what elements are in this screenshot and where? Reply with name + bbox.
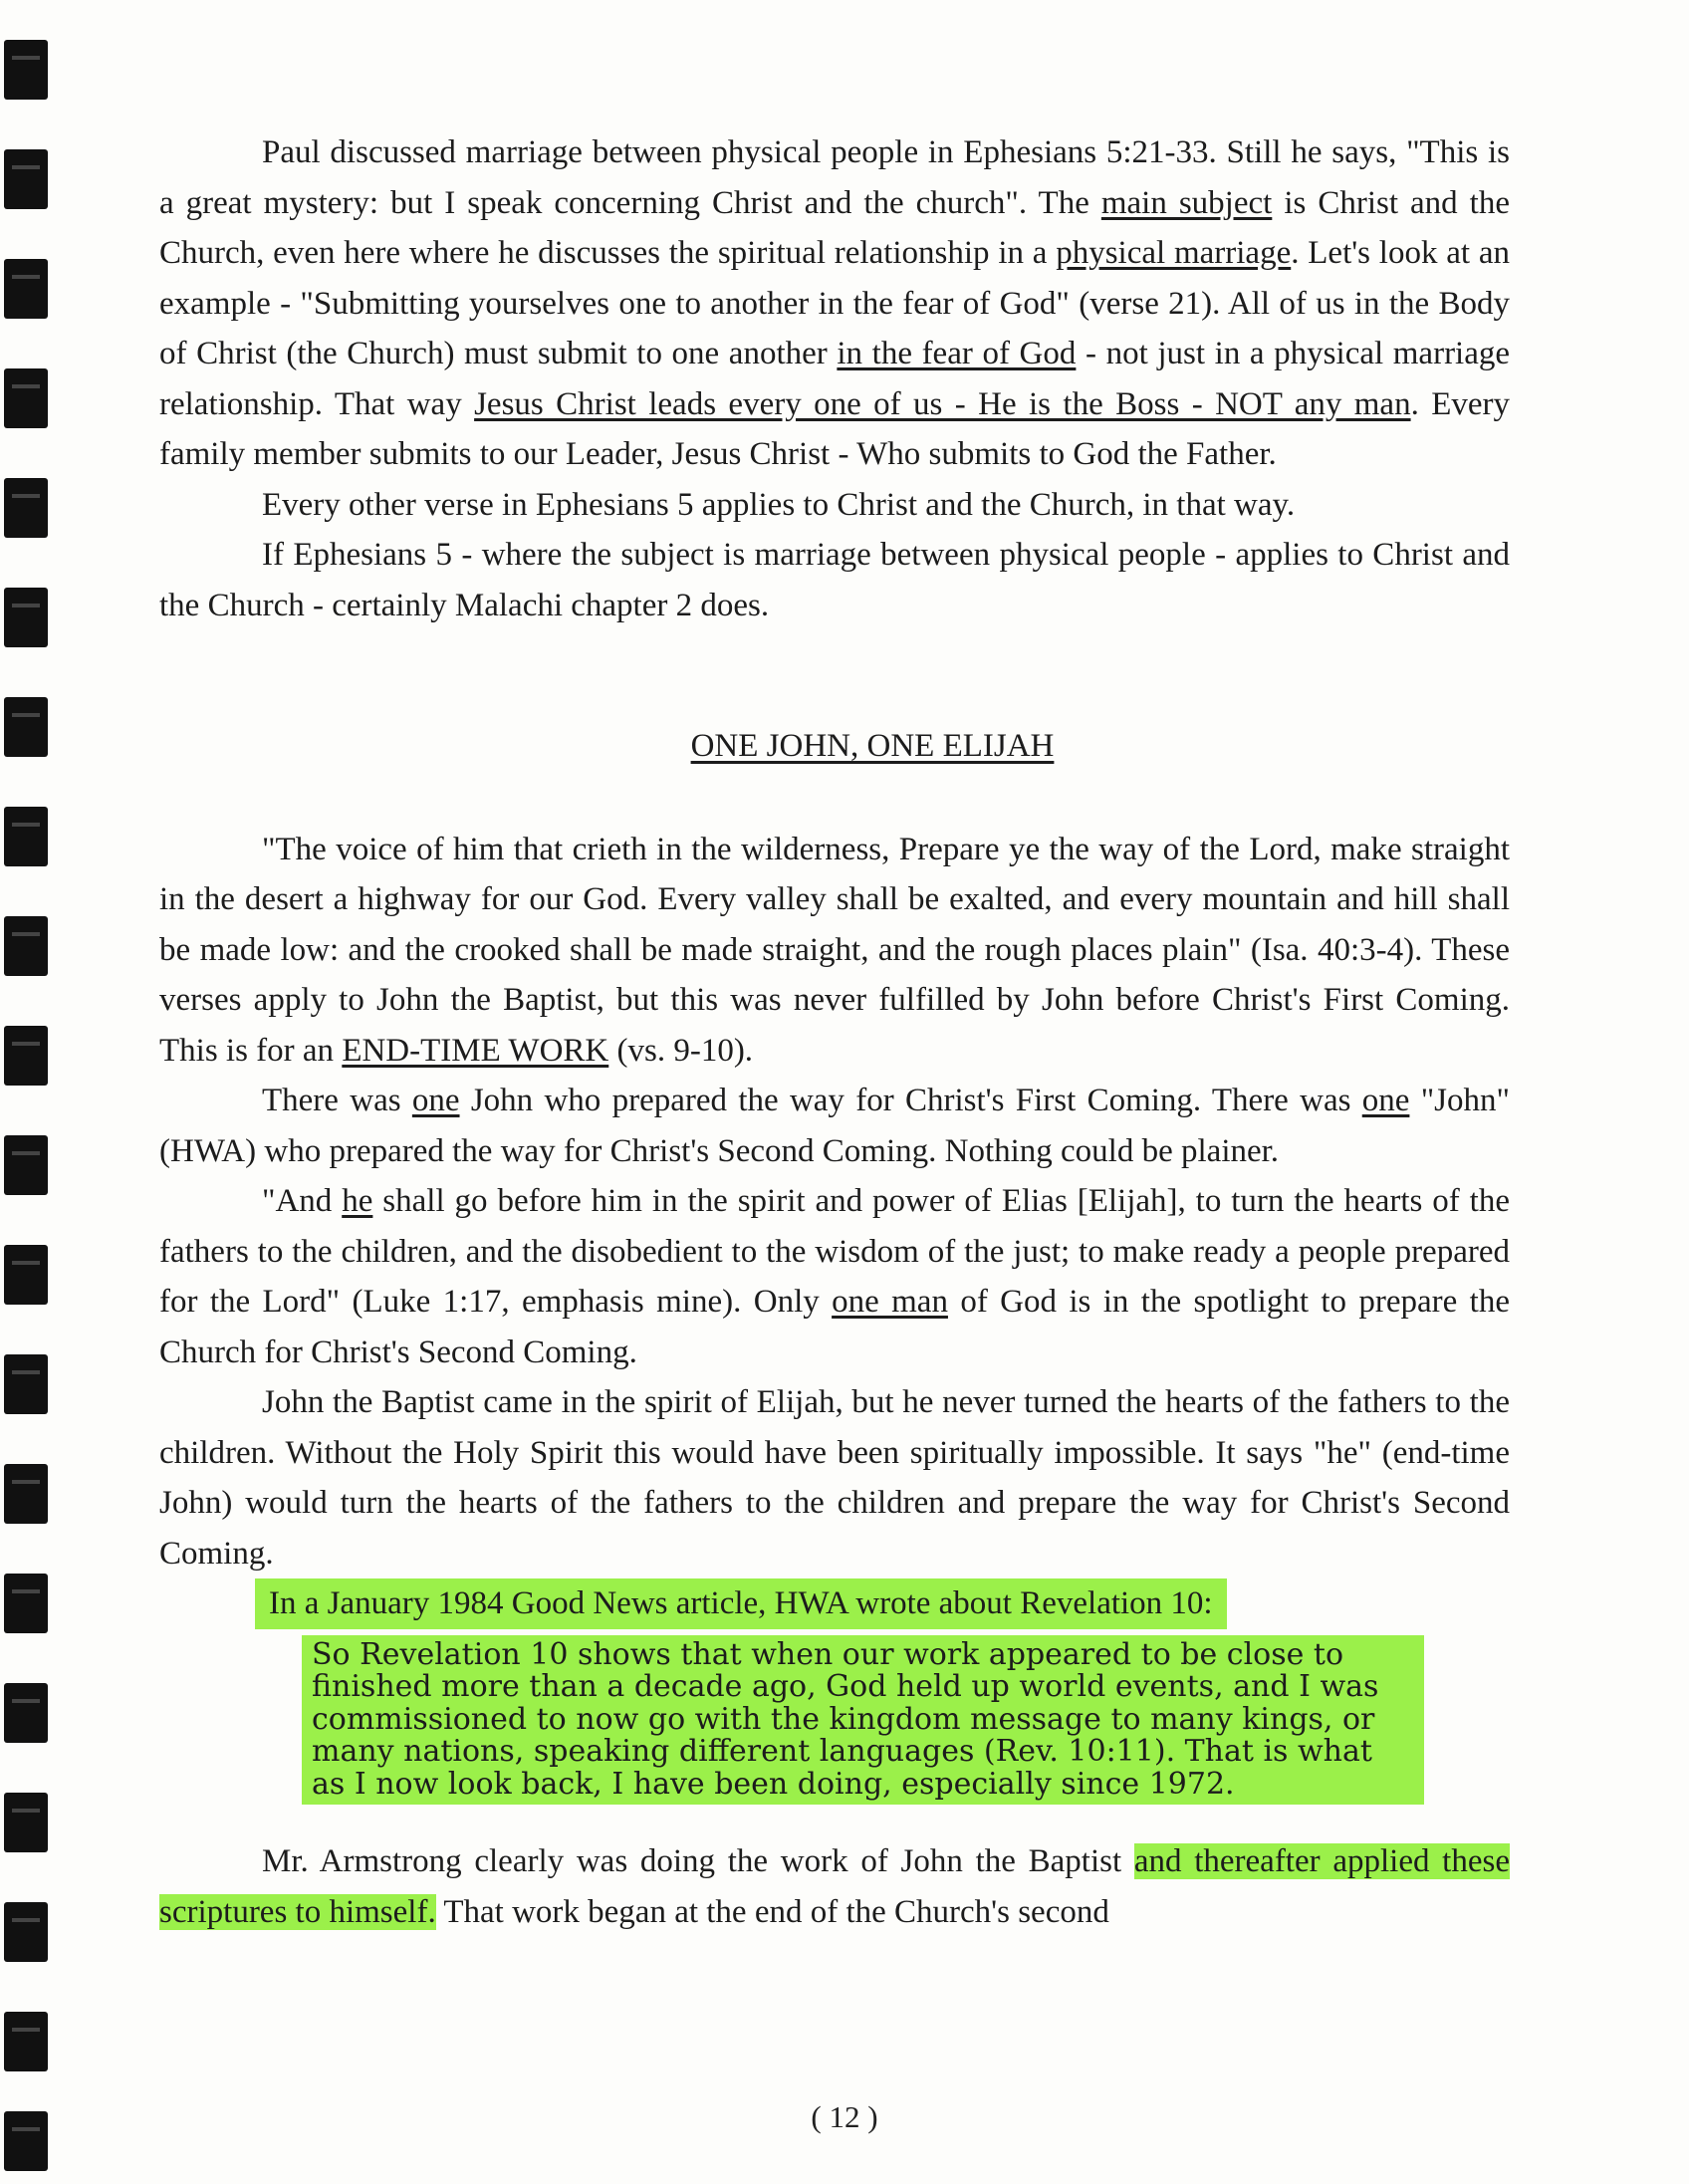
paragraph-isaiah	[159, 825, 1510, 1077]
binding-hole	[4, 697, 48, 757]
spiral-binding	[0, 0, 56, 2184]
page-number: ( 12 )	[811, 2099, 878, 2134]
binding-hole	[4, 1793, 48, 1852]
underlined-text: he	[342, 1183, 373, 1219]
binding-hole	[4, 1683, 48, 1743]
text-run: There was	[262, 1083, 412, 1118]
text-run: of God is in the spotlight to prepare the Church for Christ's Second Coming.	[159, 1284, 1510, 1370]
quote-intro-line	[159, 1578, 1510, 1629]
underlined-text: Jesus Christ leads every one of us - He is the Boss - NOT any man	[474, 385, 1411, 422]
block-quote: So Revelation 10 shows that when our work appeared to be close to finished more than a decade ago, God held up world events, and I was commissioned to now go with the kingdom message to many kings, or many nations, speaking different languages (Rev. 10:11). That is what as I now look back, I have been doing, especially since 1972.	[302, 1635, 1424, 1806]
binding-hole	[4, 478, 48, 538]
highlighted-quote-intro: In a January 1984 Good News article, HWA wrote about Revelation 10:	[255, 1578, 1227, 1629]
text-run: is Christ and the Church, even here where he discusses the spiritual relationship in a	[159, 184, 1510, 271]
paragraph-malachi: If Ephesians 5 - where the subject is marriage between physical people - applies to Christ and the Church - certainly Malachi chapter 2 does.	[159, 537, 1510, 623]
text-run: . Every family member submits to our Leader, Jesus Christ - Who submits to God the Father.	[159, 385, 1511, 472]
text-run: That work began at the end of the Church's second	[435, 1893, 1109, 1930]
paragraph-armstrong	[159, 1836, 1510, 1937]
binding-hole	[4, 368, 48, 428]
text-run: (vs. 9-10).	[608, 1032, 754, 1069]
text-run: "And	[262, 1183, 343, 1219]
paragraph-john-the-baptist: John the Baptist came in the spirit of Elijah, but he never turned the hearts of the fathers to the children. Without the Holy Spirit this would have been spiritually impossible. It says "he" (end-time John) would turn the hearts of the fathers to the children and prepare the way for Christ's Second Coming.	[159, 1384, 1510, 1572]
binding-hole	[4, 40, 48, 100]
text-run: John who prepared the way for Christ's First Coming. There was	[459, 1083, 1362, 1118]
text-run: "The voice of him that crieth in the wilderness, Prepare ye the way of the Lord, make straight in the desert a highway for our God. Every valley shall be exalted, and every mountain and hill shall be made low: and the crooked shall be made straight, and the rough places plain" (Isa. 40:3-4). These verses apply to John the Baptist, but this was never fulfilled by John before Christ's First Coming. This is for an	[159, 831, 1510, 1069]
binding-hole	[4, 1902, 48, 1962]
paragraph-every-other-verse: Every other verse in Ephesians 5 applies to Christ and the Church, in that way.	[262, 486, 1296, 523]
underlined-text: in the fear of God	[837, 336, 1077, 371]
paragraph-one-john	[159, 1076, 1510, 1176]
binding-hole	[4, 1135, 48, 1195]
page-body	[159, 127, 1510, 1937]
binding-hole	[4, 259, 48, 319]
section-heading: ONE JOHN, ONE ELIJAH	[690, 728, 1055, 764]
paragraph-luke	[159, 1176, 1510, 1377]
binding-hole	[4, 1574, 48, 1633]
binding-hole	[4, 1464, 48, 1524]
underlined-text: main subject	[1100, 184, 1273, 221]
binding-hole	[4, 2012, 48, 2071]
text-run: - not just in a physical marriage relationship. That way	[159, 336, 1511, 422]
text-run: "John" (HWA) who prepared the way for Christ's Second Coming. Nothing could be plainer.	[159, 1083, 1510, 1169]
highlighted-text: and thereafter applied these scriptures to himself.	[159, 1843, 1510, 1930]
underlined-text: physical marriage	[1056, 235, 1292, 271]
binding-hole	[4, 1026, 48, 1086]
binding-hole	[4, 588, 48, 647]
binding-hole	[4, 916, 48, 976]
binding-hole	[4, 1245, 48, 1305]
text-run: shall go before him in the spirit and power of Elias [Elijah], to turn the hearts of the fathers to the children, and the disobedient to the wisdom of the just; to make ready a people prepared for the Lord" (Luke 1:17, emphasis mine). Only	[159, 1183, 1510, 1320]
paragraph-ephesians	[159, 127, 1510, 480]
underlined-text: one	[1361, 1083, 1410, 1118]
binding-hole	[4, 149, 48, 209]
binding-hole	[4, 807, 48, 866]
text-run: Mr. Armstrong clearly was doing the work of John the Baptist	[262, 1843, 1134, 1879]
text-run: Paul discussed marriage between physical people in Ephesians 5:21-33. Still he says, "This is a great mystery: but I speak concerning Christ and the church". The	[159, 134, 1510, 221]
underlined-text: END-TIME WORK	[342, 1032, 609, 1069]
underlined-text: one	[411, 1083, 460, 1118]
binding-hole	[4, 1354, 48, 1414]
text-run: . Let's look at an example - "Submitting yourselves one to another in the fear of God" (verse 21). All of us in the Body of Christ (the Church) must submit to one another	[159, 235, 1510, 371]
underlined-text: one man	[832, 1284, 948, 1320]
